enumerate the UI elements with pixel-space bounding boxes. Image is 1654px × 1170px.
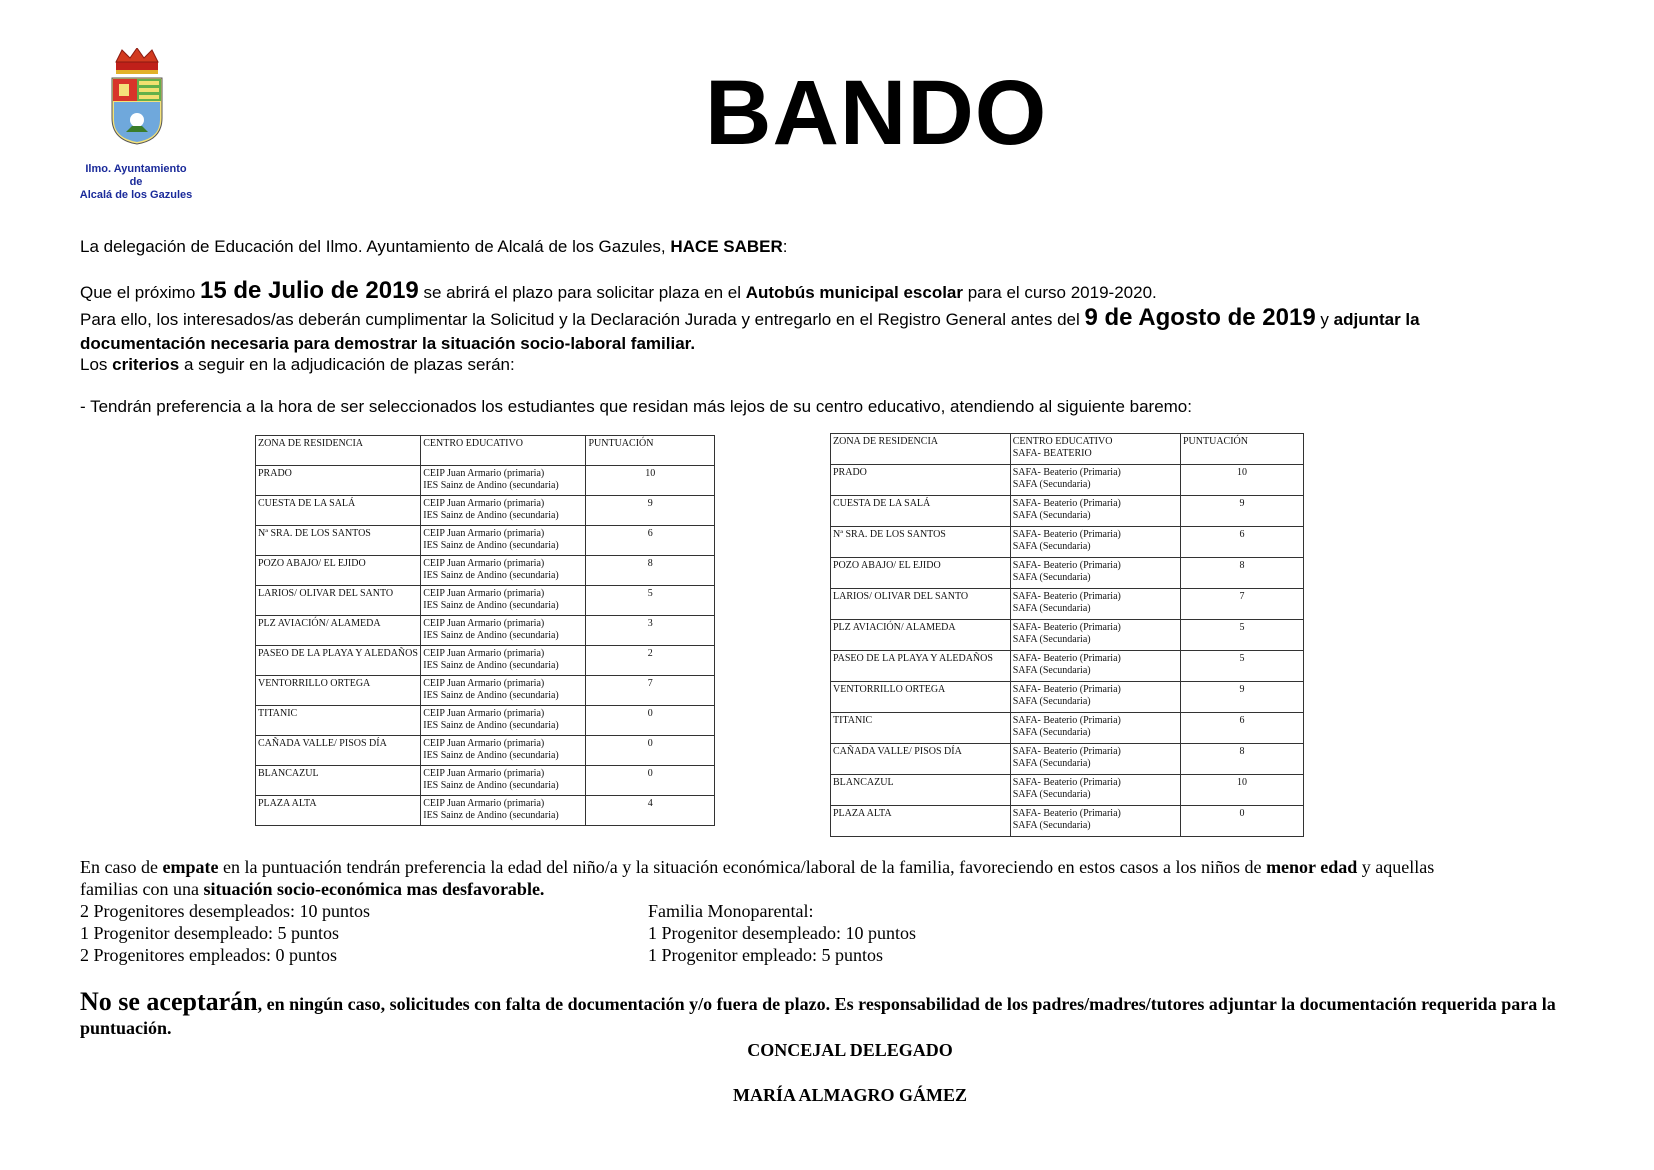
puntuacion-cell: 9 [1181, 496, 1304, 527]
tiebreak-situacion: situación socio-económica mas desfavorable. [203, 879, 545, 899]
centro-cell [1010, 558, 1180, 589]
opening-date: 15 de Julio de 2019 [200, 277, 419, 304]
table-left-body [256, 436, 715, 826]
centro-line-2: SAFA (Secundaria) [1012, 572, 1091, 583]
table-header-row [256, 436, 715, 466]
column-header: ZONA DE RESIDENCIA [256, 436, 421, 466]
signature-role: CONCEJAL DELEGADO [747, 1040, 953, 1060]
tiebreak-line-1 [80, 856, 1434, 878]
table-row [831, 589, 1304, 620]
centro-line-1: SAFA- Beaterio (Primaria) [1012, 498, 1121, 509]
column-header-line-1: CENTRO EDUCATIVO [1012, 436, 1113, 447]
centro-line-2: IES Sainz de Andino (secundaria) [423, 810, 559, 821]
puntuacion-cell: 5 [1181, 620, 1304, 651]
table-row [831, 651, 1304, 682]
centro-cell [1010, 589, 1180, 620]
table-row [256, 646, 715, 676]
table-row [256, 706, 715, 736]
centro-line-1: CEIP Juan Armario (primaria) [423, 678, 545, 689]
zona-cell: CAÑADA VALLE/ PISOS DÍA [831, 744, 1011, 775]
puntuacion-cell: 5 [1181, 651, 1304, 682]
puntuacion-cell: 3 [586, 616, 715, 646]
centro-line-2: IES Sainz de Andino (secundaria) [423, 540, 559, 551]
centro-cell [421, 466, 586, 496]
deadline-paragraph-line2: documentación necesaria para demostrar la situación socio-laboral familiar. [80, 334, 696, 353]
centro-line-1: SAFA- Beaterio (Primaria) [1012, 560, 1121, 571]
puntuacion-cell: 10 [1181, 775, 1304, 806]
para1-text-a: Que el próximo [80, 283, 200, 302]
tiebreak-text-c: y aquellas [1357, 857, 1435, 877]
puntuacion-cell: 8 [586, 556, 715, 586]
centro-line-1: CEIP Juan Armario (primaria) [423, 798, 545, 809]
centro-cell [1010, 651, 1180, 682]
centro-line-2: IES Sainz de Andino (secundaria) [423, 570, 559, 581]
zona-cell: VENTORRILLO ORTEGA [831, 682, 1011, 713]
centro-line-1: SAFA- Beaterio (Primaria) [1012, 746, 1121, 757]
centro-line-2: SAFA (Secundaria) [1012, 510, 1091, 521]
centro-cell [421, 766, 586, 796]
centro-line-1: SAFA- Beaterio (Primaria) [1012, 653, 1121, 664]
column-header: ZONA DE RESIDENCIA [831, 434, 1011, 465]
centro-cell [421, 526, 586, 556]
centro-line-1: CEIP Juan Armario (primaria) [423, 738, 545, 749]
centro-cell [1010, 620, 1180, 651]
centro-cell [421, 616, 586, 646]
table-row [831, 620, 1304, 651]
table-row [831, 682, 1304, 713]
table-row [831, 496, 1304, 527]
centro-cell [421, 586, 586, 616]
tiebreak-text-a: En caso de [80, 857, 163, 877]
zona-cell: TITANIC [256, 706, 421, 736]
centro-line-2: SAFA (Secundaria) [1012, 479, 1091, 490]
centro-line-2: SAFA (Secundaria) [1012, 665, 1091, 676]
centro-cell [1010, 465, 1180, 496]
table-header-row [831, 434, 1304, 465]
centro-cell [421, 736, 586, 766]
centro-line-2: IES Sainz de Andino (secundaria) [423, 720, 559, 731]
column-header: CENTRO EDUCATIVO [421, 436, 586, 466]
zona-cell: BLANCAZUL [256, 766, 421, 796]
centro-line-2: SAFA (Secundaria) [1012, 820, 1091, 831]
centro-line-2: SAFA (Secundaria) [1012, 758, 1091, 769]
score-line: 2 Progenitores empleados: 0 puntos [80, 945, 337, 965]
org-line-1: Ilmo. Ayuntamiento [85, 163, 187, 175]
zona-cell: PLZ AVIACIÓN/ ALAMEDA [256, 616, 421, 646]
centro-line-2: IES Sainz de Andino (secundaria) [423, 600, 559, 611]
zona-cell: PASEO DE LA PLAYA Y ALEDAÑOS [256, 646, 421, 676]
score-line: 1 Progenitor empleado: 5 puntos [648, 945, 883, 965]
table-row [831, 713, 1304, 744]
zona-cell: Nª SRA. DE LOS SANTOS [256, 526, 421, 556]
centro-line-2: SAFA (Secundaria) [1012, 603, 1091, 614]
centro-cell [421, 706, 586, 736]
column-header: PUNTUACIÓN [1181, 434, 1304, 465]
municipal-crest-logo [106, 48, 168, 146]
para3-text-a: Los [80, 355, 113, 374]
column-header: PUNTUACIÓN [586, 436, 715, 466]
table-row [256, 736, 715, 766]
table-row [256, 676, 715, 706]
zona-cell: CUESTA DE LA SALÁ [256, 496, 421, 526]
centro-line-2: SAFA (Secundaria) [1012, 789, 1091, 800]
puntuacion-cell: 8 [1181, 744, 1304, 775]
warning-lead: No se aceptarán [80, 987, 258, 1016]
para1-text-c: para el curso 2019-2020. [963, 283, 1157, 302]
warning-rest: , en ningún caso, solicitudes con falta de documentación y/o fuera de plazo. Es responsabilidad de los padres/madres/tutores adjuntar la documentación requerida para la puntuación. [80, 994, 1556, 1038]
puntuacion-cell: 6 [586, 526, 715, 556]
table-ceip-ies [255, 435, 715, 826]
centro-line-2: IES Sainz de Andino (secundaria) [423, 750, 559, 761]
centro-line-2: SAFA (Secundaria) [1012, 541, 1091, 552]
table-row [831, 744, 1304, 775]
zona-cell: POZO ABAJO/ EL EJIDO [256, 556, 421, 586]
deadline-date: 9 de Agosto de 2019 [1084, 304, 1316, 331]
zona-cell: POZO ABAJO/ EL EJIDO [831, 558, 1011, 589]
centro-cell [421, 496, 586, 526]
centro-cell [1010, 496, 1180, 527]
puntuacion-cell: 6 [1181, 713, 1304, 744]
puntuacion-cell: 0 [586, 766, 715, 796]
score-line: 1 Progenitor desempleado: 10 puntos [648, 923, 916, 943]
zona-cell: PLAZA ALTA [256, 796, 421, 826]
centro-line-2: IES Sainz de Andino (secundaria) [423, 660, 559, 671]
centro-line-1: SAFA- Beaterio (Primaria) [1012, 684, 1121, 695]
centro-cell [421, 796, 586, 826]
centro-line-1: SAFA- Beaterio (Primaria) [1012, 808, 1121, 819]
centro-line-1: CEIP Juan Armario (primaria) [423, 528, 545, 539]
signature-name: MARÍA ALMAGRO GÁMEZ [733, 1085, 967, 1105]
tiebreak-text-b: en la puntuación tendrán preferencia la edad del niño/a y la situación económica/laboral de la familia, favoreciendo en estos casos a los niños de [218, 857, 1267, 877]
centro-line-1: CEIP Juan Armario (primaria) [423, 618, 545, 629]
organization-name [70, 163, 202, 202]
zona-cell: BLANCAZUL [831, 775, 1011, 806]
table-row [831, 558, 1304, 589]
table-row [831, 527, 1304, 558]
intro-tail: : [782, 237, 788, 256]
centro-cell [1010, 713, 1180, 744]
score-line: 2 Progenitores desempleados: 10 puntos [80, 901, 370, 921]
document-title: BANDO [705, 62, 1048, 164]
tiebreak-menor: menor edad [1266, 857, 1358, 877]
service-name: Autobús municipal escolar [745, 283, 963, 302]
centro-line-1: SAFA- Beaterio (Primaria) [1012, 622, 1121, 633]
intro-bold: HACE SABER [670, 237, 783, 256]
centro-line-1: SAFA- Beaterio (Primaria) [1012, 715, 1121, 726]
table-row [256, 496, 715, 526]
zona-cell: TITANIC [831, 713, 1011, 744]
puntuacion-cell: 0 [586, 706, 715, 736]
table-row [256, 526, 715, 556]
puntuacion-cell: 7 [1181, 589, 1304, 620]
centro-line-2: IES Sainz de Andino (secundaria) [423, 690, 559, 701]
centro-line-2: IES Sainz de Andino (secundaria) [423, 480, 559, 491]
zona-cell: Nª SRA. DE LOS SANTOS [831, 527, 1011, 558]
centro-cell [1010, 527, 1180, 558]
centro-line-2: IES Sainz de Andino (secundaria) [423, 510, 559, 521]
centro-line-1: CEIP Juan Armario (primaria) [423, 588, 545, 599]
tiebreak-empate: empate [162, 857, 219, 877]
puntuacion-cell: 5 [586, 586, 715, 616]
table-row [256, 586, 715, 616]
centro-line-1: SAFA- Beaterio (Primaria) [1012, 529, 1121, 540]
puntuacion-cell: 8 [1181, 558, 1304, 589]
puntuacion-cell: 10 [586, 466, 715, 496]
criteria-word: criterios [112, 355, 180, 374]
puntuacion-cell: 0 [586, 736, 715, 766]
centro-cell [421, 676, 586, 706]
table-row [256, 796, 715, 826]
centro-line-2: SAFA (Secundaria) [1012, 634, 1091, 645]
zona-cell: LARIOS/ OLIVAR DEL SANTO [831, 589, 1011, 620]
org-line-2: de [129, 176, 143, 188]
puntuacion-cell: 0 [1181, 806, 1304, 837]
warning-paragraph [80, 987, 1580, 1040]
zona-cell: LARIOS/ OLIVAR DEL SANTO [256, 586, 421, 616]
para1-text-b: se abrirá el plazo para solicitar plaza en el [418, 283, 746, 302]
table-safa-beaterio [830, 433, 1304, 837]
centro-cell [1010, 806, 1180, 837]
para2-text-b: y [1315, 310, 1334, 329]
centro-line-1: SAFA- Beaterio (Primaria) [1012, 591, 1121, 602]
centro-cell [421, 646, 586, 676]
centro-line-1: CEIP Juan Armario (primaria) [423, 558, 545, 569]
table-row [256, 556, 715, 586]
puntuacion-cell: 10 [1181, 465, 1304, 496]
centro-cell [1010, 775, 1180, 806]
column-header [1010, 434, 1180, 465]
puntuacion-cell: 9 [1181, 682, 1304, 713]
score-line: Familia Monoparental: [648, 901, 814, 921]
table-row [831, 465, 1304, 496]
criteria-paragraph [80, 354, 515, 375]
centro-line-2: SAFA (Secundaria) [1012, 727, 1091, 738]
para2-bold-1: adjuntar la [1333, 310, 1420, 329]
puntuacion-cell: 9 [586, 496, 715, 526]
intro-paragraph [80, 236, 788, 257]
table-row [256, 616, 715, 646]
centro-line-1: CEIP Juan Armario (primaria) [423, 708, 545, 719]
table-right-body [831, 434, 1304, 837]
centro-line-2: IES Sainz de Andino (secundaria) [423, 780, 559, 791]
centro-line-1: SAFA- Beaterio (Primaria) [1012, 777, 1121, 788]
centro-line-2: IES Sainz de Andino (secundaria) [423, 630, 559, 641]
table-row [256, 466, 715, 496]
column-header-line-2: SAFA- BEATERIO [1012, 448, 1092, 459]
table-row [831, 775, 1304, 806]
puntuacion-cell: 6 [1181, 527, 1304, 558]
para3-text-b: a seguir en la adjudicación de plazas serán: [179, 355, 515, 374]
para2-text-a: Para ello, los interesados/as deberán cumplimentar la Solicitud y la Declaración Jurada y entregarlo en el Registro General antes del [80, 310, 1085, 329]
zona-cell: PLAZA ALTA [831, 806, 1011, 837]
tiebreak-line-2 [80, 878, 544, 900]
table-row [831, 806, 1304, 837]
intro-text: La delegación de Educación del Ilmo. Ayuntamiento de Alcalá de los Gazules, [80, 237, 671, 256]
centro-line-2: SAFA (Secundaria) [1012, 696, 1091, 707]
opening-date-paragraph [80, 277, 1157, 304]
centro-line-1: CEIP Juan Armario (primaria) [423, 648, 545, 659]
centro-cell [421, 556, 586, 586]
zona-cell: PASEO DE LA PLAYA Y ALEDAÑOS [831, 651, 1011, 682]
tiebreak-text-d: familias con una [80, 879, 204, 899]
table-row [256, 766, 715, 796]
centro-line-1: CEIP Juan Armario (primaria) [423, 468, 545, 479]
centro-cell [1010, 744, 1180, 775]
score-line: 1 Progenitor desempleado: 5 puntos [80, 923, 339, 943]
puntuacion-cell: 7 [586, 676, 715, 706]
zona-cell: CAÑADA VALLE/ PISOS DÍA [256, 736, 421, 766]
zona-cell: PRADO [831, 465, 1011, 496]
deadline-paragraph [80, 304, 1420, 331]
zona-cell: CUESTA DE LA SALÁ [831, 496, 1011, 527]
puntuacion-cell: 4 [586, 796, 715, 826]
zona-cell: VENTORRILLO ORTEGA [256, 676, 421, 706]
centro-line-1: CEIP Juan Armario (primaria) [423, 768, 545, 779]
preference-paragraph: - Tendrán preferencia a la hora de ser seleccionados los estudiantes que residan más lejos de su centro educativo, atendiendo al siguiente baremo: [80, 397, 1192, 416]
org-line-3: Alcalá de los Gazules [79, 189, 193, 201]
puntuacion-cell: 2 [586, 646, 715, 676]
zona-cell: PLZ AVIACIÓN/ ALAMEDA [831, 620, 1011, 651]
centro-cell [1010, 682, 1180, 713]
centro-line-1: SAFA- Beaterio (Primaria) [1012, 467, 1121, 478]
zona-cell: PRADO [256, 466, 421, 496]
centro-line-1: CEIP Juan Armario (primaria) [423, 498, 545, 509]
